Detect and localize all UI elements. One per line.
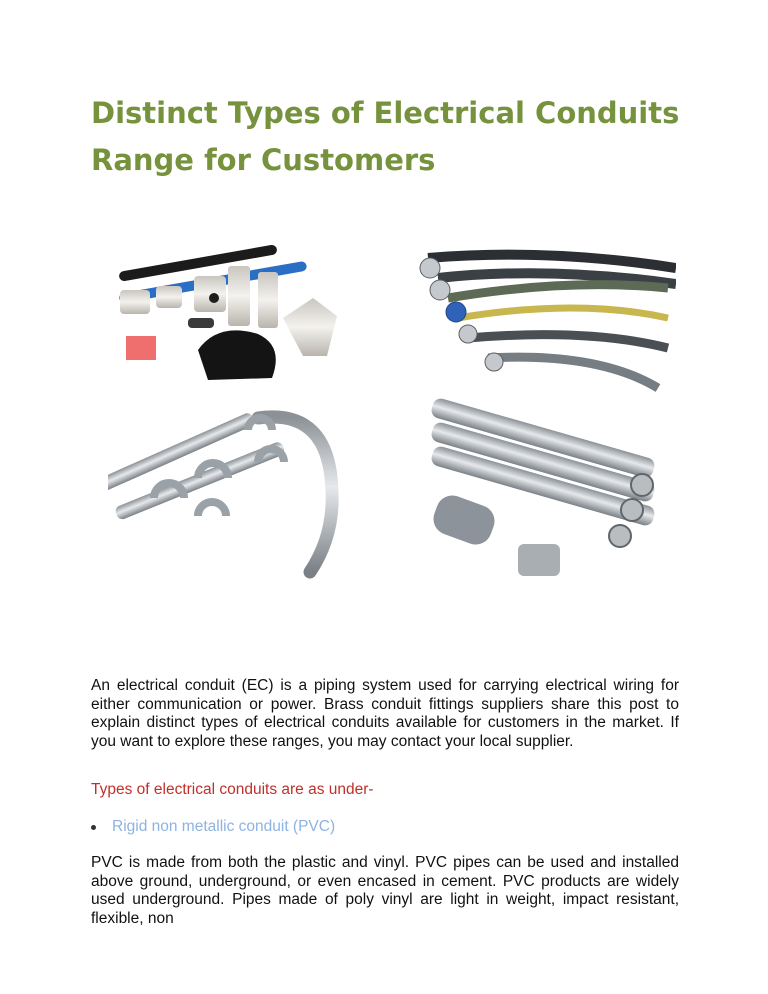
rigid-pipes-clamps-image — [108, 411, 332, 572]
types-subheading: Types of electrical conduits are as under- — [91, 781, 374, 798]
pvc-paragraph: PVC is made from both the plastic and vinyl. PVC pipes can be used and installed above ground, underground, or even encased in cement. PVC products are widely used underground. Pipes made of poly vinyl are light in weight, impact resistant, flexible, non — [91, 854, 679, 927]
bullet-dot-icon — [91, 825, 96, 830]
conduit-product-collage — [108, 238, 676, 600]
pvc-fittings-image — [118, 244, 337, 380]
bullet-text: Rigid non metallic conduit (PVC) — [112, 818, 336, 835]
page-title: Distinct Types of Electrical Conduits Range for Customers — [91, 96, 680, 177]
bullet-item-pvc — [91, 818, 335, 836]
flexible-conduits-image — [420, 255, 676, 388]
intro-paragraph: An electrical conduit (EC) is a piping system used for carrying electrical wiring for either communication or power. Brass conduit fittings suppliers share this post to explain distinct types of electrical conduits available for customers in the market. If you want to explore these ranges, you may contact your local supplier. — [91, 677, 679, 750]
galvanized-pipes-couplings-image — [429, 397, 656, 576]
